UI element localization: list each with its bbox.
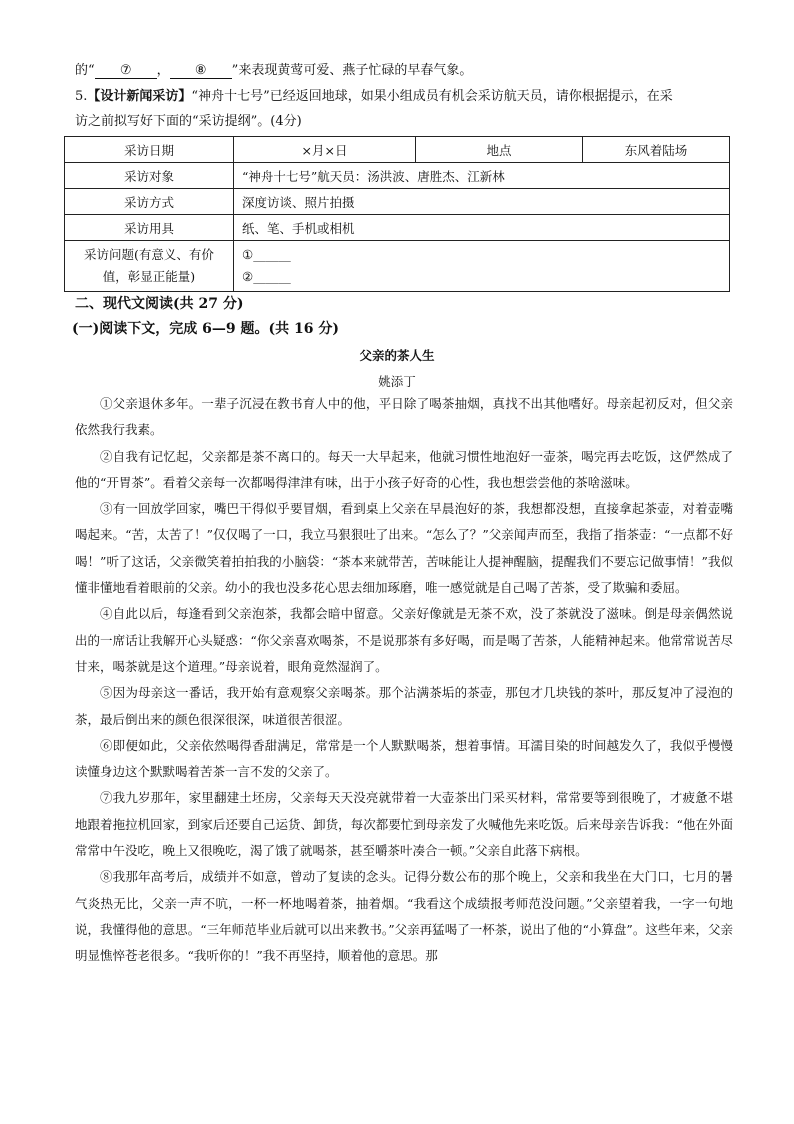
date-value: ×月×日	[234, 137, 416, 163]
date-label: 采访日期	[65, 137, 234, 163]
question5-line1	[75, 88, 735, 106]
table-row-target	[65, 163, 730, 189]
question-1-blank: ①______	[242, 247, 291, 262]
blank-separator: ，	[156, 63, 170, 78]
article-title: 父亲的茶人生	[359, 348, 435, 363]
method-label: 采访方式	[65, 189, 234, 215]
table-row-tools	[65, 215, 730, 241]
tools-value: 纸、笔、手机或相机	[234, 215, 730, 241]
line-suffix: ”来表现黄莺可爱、燕子忙碌的早春气象。	[231, 63, 473, 78]
paragraph-8: ⑧我那年高考后，成绩并不如意，曾动了复读的念头。记得分数公布的那个晚上，父亲和我坐在大门口，七月的暑气炎热无比，父亲一声不吭，一杯一杯地喝着茶，抽着烟。“我看这个成绩报考师范没问题。”父亲望着我，一字一句地说，我懂得他的意思。“三年师范毕业后就可以出来教书。”父亲再猛喝了一杯茶，说出了他的“小算盘”。这些年来，父亲明显憔悴苍老很多。“我听你的！”我不再坚持，顺着他的意思。那	[75, 869, 733, 964]
blank-8: ⑧	[170, 63, 232, 79]
paragraph-2: ②自我有记忆起，父亲都是茶不离口的。每天一大早起来，他就习惯性地泡好一壶茶，喝完再去吃饭，这俨然成了他的“开胃茶”。看着父亲每一次都喝得津津有味，出于小孩子好奇的心性，我也想尝尝他的茶啥滋味。	[75, 448, 733, 490]
question-tag: 【设计新闻采访】	[87, 89, 192, 104]
question-number: 5.	[75, 89, 88, 104]
place-label: 地点	[416, 137, 583, 163]
question-2-blank: ②______	[242, 269, 291, 284]
blank-7: ⑦	[95, 63, 157, 79]
paragraph-1: ①父亲退休多年。一辈子沉浸在教书育人中的他，平日除了喝茶抽烟，真找不出其他嗜好。母亲起初反对，但父亲依然我行我素。	[75, 396, 733, 438]
place-value: 东风着陆场	[583, 137, 730, 163]
section-heading: 二、现代文阅读(共 27 分)	[75, 296, 244, 312]
interview-outline-table	[64, 136, 730, 292]
question5-text-1: “神舟十七号”已经返回地球，如果小组成员有机会采访航天员，请你根据提示，在采	[191, 89, 673, 104]
method-value: 深度访谈、照片拍摄	[234, 189, 730, 215]
sub-section-heading: (一)阅读下文，完成 6—9 题。(共 16 分)	[72, 321, 339, 337]
questions-label	[65, 241, 234, 292]
questions-value	[234, 241, 730, 292]
table-row-questions	[65, 241, 730, 292]
questions-label-line2: 值，彰显正能量)	[102, 269, 196, 284]
paragraph-6: ⑥即便如此，父亲依然喝得香甜满足，常常是一个人默默喝茶，想着事情。耳濡目染的时间越发久了，我似乎慢慢读懂身边这个默默喝着苦茶一言不发的父亲了。	[75, 737, 733, 780]
line-prefix: 的“	[75, 63, 95, 78]
paragraph-5: ⑤因为母亲这一番话，我开始有意观察父亲喝茶。那个沾满茶垢的茶壶，那包才几块钱的茶叶，那反复冲了浸泡的茶，最后倒出来的颜色很深很深，味道很苦很涩。	[75, 685, 733, 727]
article-author: 姚添丁	[378, 374, 416, 389]
paragraph-3: ③有一回放学回家，嘴巴干得似乎要冒烟，看到桌上父亲在早晨泡好的茶，我想都没想，直接拿起茶壶，对着壶嘴喝起来。“苦，太苦了！”仅仅喝了一口，我立马狠狠吐了出来。“怎么了？”父亲闻声而至，我指了指茶壶：“一点都不好喝！”听了这话，父亲微笑着拍拍我的小脑袋：“茶本来就带苦，苦味能让人提神醒脑，提醒我们不要忘记做事情！”我似懂非懂地看着眼前的父亲。幼小的我也没多花心思去细加琢磨，唯一感觉就是自己喝了苦茶，受了欺骗和委屈。	[75, 501, 733, 596]
question5-line2	[75, 113, 735, 131]
paragraph-7: ⑦我九岁那年，家里翻建土坯房，父亲每天天没亮就带着一大壶茶出门采买材料，常常要等到很晚了，才疲惫不堪地跟着拖拉机回家，到家后还要自己运货、卸货，每次都要忙到母亲发了火喊他先来吃饭。后来母亲告诉我：“他在外面常常中午没吃，晚上又很晚吃，渴了饿了就喝茶，甚至嚼茶叶凑合一顿。”父亲自此落下病根。	[75, 790, 733, 859]
tools-label: 采访用具	[65, 215, 234, 241]
question4-tail-line	[75, 62, 735, 80]
target-label: 采访对象	[65, 163, 234, 189]
questions-label-line1: 采访问题(有意义、有价	[84, 247, 214, 262]
question5-text-2: 访之前拟写好下面的“采访提纲”。(4分)	[75, 114, 302, 129]
article-body	[75, 391, 733, 970]
table-row-method	[65, 189, 730, 215]
target-value: “神舟十七号”航天员：汤洪波、唐胜杰、江新林	[234, 163, 730, 189]
paragraph-4: ④自此以后，每逢看到父亲泡茶，我都会暗中留意。父亲好像就是无茶不欢，没了茶就没了滋味。倒是母亲偶然说出的一席话让我解开心头疑惑：“你父亲喜欢喝茶，不是说那茶有多好喝，而是喝了苦茶，人能精神起来。他常常说苦尽甘来，喝茶就是这个道理。”母亲说着，眼角竟然湿润了。	[75, 606, 733, 674]
table-row-date	[65, 137, 730, 163]
